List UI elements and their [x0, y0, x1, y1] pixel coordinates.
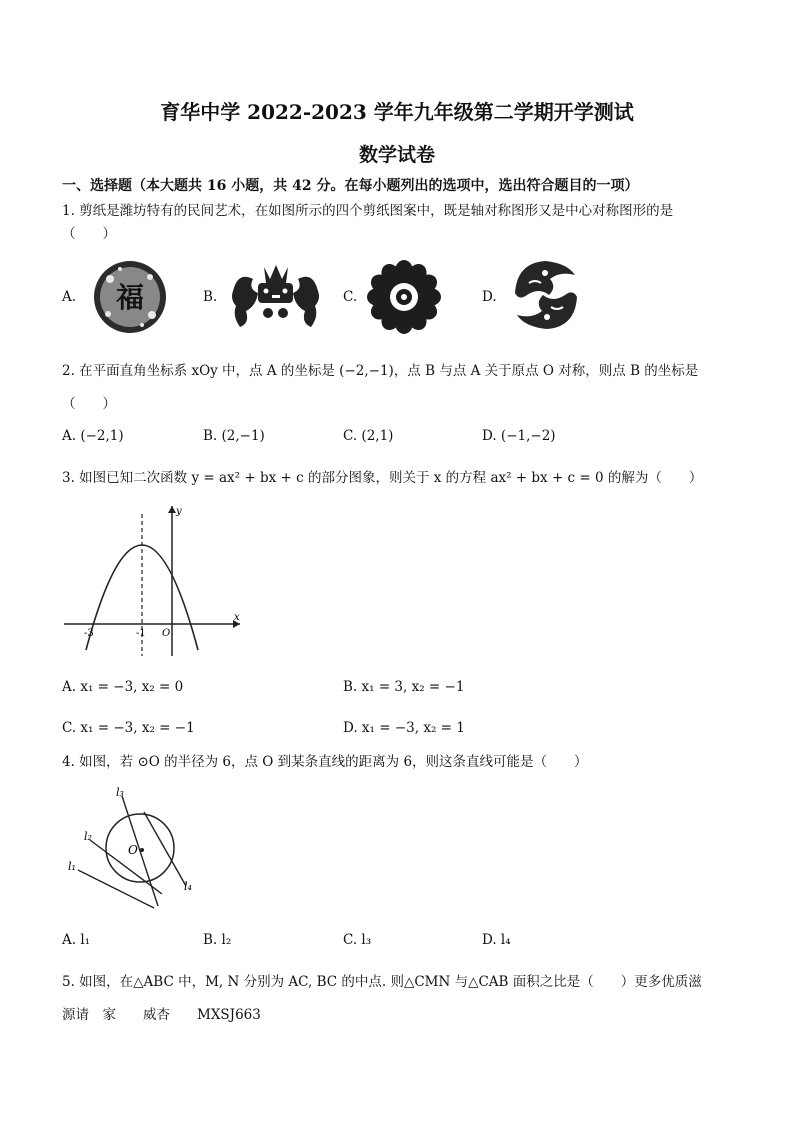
q1-option-d-label: D. [482, 289, 497, 305]
svg-text:l₃: l₃ [116, 786, 124, 799]
q2-option-c: C. (2,1) [343, 428, 394, 444]
q1-option-b-papercut-image [228, 261, 323, 337]
svg-text:y: y [176, 506, 182, 517]
svg-text:x: x [234, 612, 240, 623]
question-4-text: 4. 如图，若 ⊙O 的半径为 6，点 O 到某条直线的距离为 6，则这条直线可能是（ ） [62, 754, 588, 770]
exam-title: 育华中学 2022-2023 学年九年级第二学期开学测试 [160, 100, 634, 124]
q2-option-b: B. (2,−1) [203, 428, 265, 444]
question-1-paren: （ ） [62, 226, 116, 242]
svg-text:-3: -3 [84, 628, 94, 639]
question-5-text: 5. 如图，在△ABC 中，M, N 分别为 AC, BC 的中点. 则△CMN 与△CAB 面积之比是（ ）更多优质滋 [62, 974, 702, 990]
svg-text:l₁: l₁ [68, 860, 76, 873]
q1-option-d-papercut-image [505, 253, 587, 341]
footer-watermark-text: 源请 家 威杏 MXSJ663 [62, 1007, 261, 1023]
q4-circle-lines-figure [62, 782, 202, 916]
question-2-paren: （ ） [62, 396, 116, 412]
q1-option-a-label: A. [62, 289, 77, 305]
q1-option-c-papercut-image [364, 258, 444, 340]
svg-text:福: 福 [115, 281, 145, 314]
q4-option-d: D. l₄ [482, 932, 511, 948]
q3-option-d: D. x₁ = −3, x₂ = 1 [343, 720, 465, 736]
question-1-text: 1. 剪纸是潍坊特有的民间艺术，在如图所示的四个剪纸图案中，既是轴对称图形又是中心对称图形的是 [62, 203, 674, 219]
svg-text:O: O [162, 628, 171, 639]
q1-option-b-label: B. [203, 289, 218, 305]
q3-option-a: A. x₁ = −3, x₂ = 0 [62, 679, 184, 695]
svg-text:O: O [128, 843, 138, 857]
q3-option-c: C. x₁ = −3, x₂ = −1 [62, 720, 195, 736]
q2-option-d: D. (−1,−2) [482, 428, 556, 444]
question-2-text: 2. 在平面直角坐标系 xOy 中，点 A 的坐标是 (−2,−1)，点 B 与点 A 关于原点 O 对称，则点 B 的坐标是 [62, 363, 699, 379]
q3-option-b: B. x₁ = 3, x₂ = −1 [343, 679, 465, 695]
q4-option-c: C. l₃ [343, 932, 372, 948]
exam-subtitle: 数学试卷 [358, 144, 435, 166]
question-3-text: 3. 如图已知二次函数 y = ax² + bx + c 的部分图象，则关于 x 的方程 ax² + bx + c = 0 的解为（ ） [62, 470, 703, 486]
q4-option-a: A. l₁ [62, 932, 91, 948]
q1-option-a-papercut-image [90, 259, 170, 339]
svg-text:l₄: l₄ [184, 880, 192, 893]
svg-text:l₂: l₂ [84, 830, 92, 843]
section-heading: 一、选择题（本大题共 16 小题，共 42 分。在每小题列出的选项中，选出符合题目的一项） [62, 178, 639, 194]
q2-option-a: A. (−2,1) [62, 428, 124, 444]
q4-option-b: B. l₂ [203, 932, 232, 948]
q3-parabola-graph [62, 500, 247, 664]
svg-text:-1: -1 [136, 628, 146, 639]
q1-option-c-label: C. [343, 289, 358, 305]
